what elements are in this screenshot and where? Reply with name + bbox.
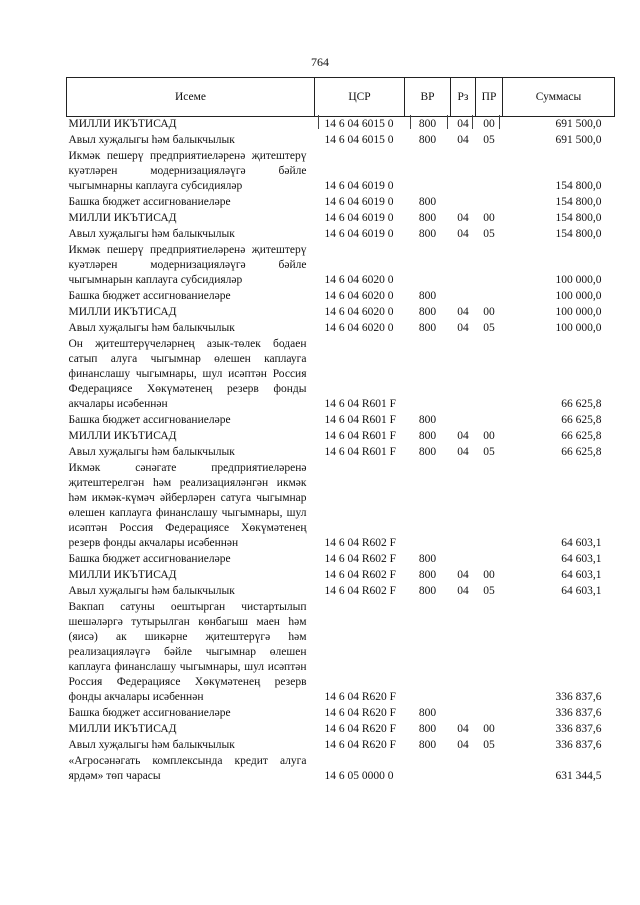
cell-sum: 691 500,0 — [503, 117, 615, 134]
cell-rz — [451, 600, 476, 706]
cell-sum: 100 000,0 — [555, 306, 602, 318]
cell-csr: 14 6 04 6019 0 — [324, 228, 394, 240]
table-row — [67, 738, 615, 754]
cell-vr: 800 — [418, 739, 437, 751]
cell-csr: 14 6 04 6015 0 — [324, 134, 394, 146]
column-divider — [447, 115, 448, 129]
cell-rz — [451, 149, 476, 195]
cell-sum: 64 603,1 — [561, 553, 602, 565]
cell-csr: 14 6 04 R602 F — [324, 553, 397, 565]
cell-vr — [405, 600, 451, 706]
cell-name: Икмәк пешерү предприятиеләренә җитештерү куәтләрен модернизацияләүгә бәйле чыгымнарны каплауга субсидияләр — [68, 150, 307, 192]
cell-pr — [476, 461, 503, 552]
cell-csr: 14 6 04 R620 F — [324, 707, 397, 719]
cell-sum: 100 000,0 — [555, 274, 602, 286]
header-name: Исеме — [67, 78, 315, 117]
cell-sum: 336 837,6 — [555, 723, 602, 735]
table-header — [67, 78, 615, 117]
column-divider — [410, 115, 411, 129]
cell-sum: 691 500,0 — [555, 134, 602, 146]
cell-sum: 631 344,5 — [555, 770, 602, 782]
cell-csr: 14 6 04 6019 0 — [324, 212, 394, 224]
cell-name: Башка бюджет ассигнованиеләре — [68, 290, 231, 302]
table-row — [67, 227, 615, 243]
cell-vr: 800 — [418, 585, 437, 597]
table-row — [67, 584, 615, 600]
cell-rz: 04 — [451, 117, 476, 134]
cell-csr: 14 6 04 6015 0 — [315, 117, 405, 134]
budget-table — [66, 77, 615, 785]
cell-vr: 800 — [418, 414, 437, 426]
cell-csr: 14 6 04 6019 0 — [324, 180, 394, 192]
cell-csr: 14 6 04 R602 F — [324, 537, 397, 549]
cell-vr: 800 — [418, 569, 437, 581]
table-row — [67, 706, 615, 722]
column-divider — [318, 115, 319, 129]
cell-sum: 336 837,6 — [555, 739, 602, 751]
cell-csr: 14 6 04 R620 F — [324, 691, 397, 703]
cell-name: Он җитештерүчеләрнең азык-төлек бодаен сатып алуга чыгымнар өлешен каплауга финанслашу чыгымнары, шул исәптән Россия Федерациясе Хөкүмәтенең резерв фонды акчалары исәбеннән — [68, 338, 307, 410]
table-row — [67, 722, 615, 738]
cell-rz: 04 — [457, 322, 469, 334]
table-row — [67, 133, 615, 149]
cell-rz: 04 — [457, 430, 469, 442]
table-row — [67, 461, 615, 552]
cell-csr: 14 6 04 R601 F — [324, 414, 397, 426]
table-row — [67, 429, 615, 445]
cell-pr — [476, 552, 503, 568]
cell-name: Икмәк пешерү предприятиеләренә җитештерү куәтләрен модернизацияләүгә бәйле чыгымнарын каплауга субсидияләр — [68, 244, 307, 286]
cell-sum: 66 625,8 — [561, 446, 602, 458]
cell-csr: 14 6 04 6020 0 — [324, 322, 394, 334]
cell-pr: 05 — [483, 739, 495, 751]
cell-sum: 64 603,1 — [561, 585, 602, 597]
table-row — [67, 117, 615, 134]
cell-rz: 04 — [457, 306, 469, 318]
cell-rz: 04 — [457, 228, 469, 240]
cell-pr: 00 — [483, 430, 495, 442]
cell-sum: 154 800,0 — [555, 180, 602, 192]
cell-csr: 14 6 04 R620 F — [324, 739, 397, 751]
cell-rz — [451, 706, 476, 722]
cell-sum: 64 603,1 — [561, 537, 602, 549]
cell-rz — [451, 461, 476, 552]
cell-rz: 04 — [457, 446, 469, 458]
cell-sum: 336 837,6 — [555, 691, 602, 703]
cell-rz — [451, 413, 476, 429]
table-row — [67, 211, 615, 227]
cell-vr: 800 — [405, 117, 451, 134]
cell-name: Авыл хуҗалыгы һәм балыкчылык — [68, 446, 235, 458]
cell-rz: 04 — [457, 739, 469, 751]
header-sum: Суммасы — [503, 78, 615, 117]
cell-rz — [451, 552, 476, 568]
cell-pr: 05 — [483, 134, 495, 146]
cell-name: МИЛЛИ ИКЪТИСАД — [68, 723, 177, 735]
cell-pr: 00 — [483, 723, 495, 735]
cell-csr: 14 6 04 R620 F — [324, 723, 397, 735]
cell-pr — [476, 600, 503, 706]
cell-rz — [451, 289, 476, 305]
cell-pr: 05 — [483, 446, 495, 458]
cell-vr — [405, 243, 451, 289]
cell-sum: 154 800,0 — [555, 212, 602, 224]
column-divider — [472, 115, 473, 129]
table-body — [67, 117, 615, 786]
cell-name: Икмәк сәнәгате предприятиеләренә җитештерелгән һәм реализацияләнгән икмәк һәм икмәк-күмәч әйберләрен сатуга чыгымнар өлешен каплауга финанслашу чыгымнары, шул исәптән Россия Федерациясе Хөкүмәтенең резерв фонды акчалары исәбеннән — [68, 462, 307, 549]
cell-vr: 800 — [418, 212, 437, 224]
cell-pr — [476, 337, 503, 413]
cell-pr — [476, 754, 503, 785]
cell-name: Вакпап сатуны оештырган чистартылып шешәләргә тутырылган көнбагыш маен һәм (яисә) ак шикәрне җитештерүгә һәм реализацияләүгә бәйле чыгымнар өлешен каплауга финанслашу чыгымнары, шул исәптән Россия Федерациясе Хөкүмәтенең резерв фонды акчалары исәбеннән — [68, 601, 307, 703]
cell-vr: 800 — [418, 430, 437, 442]
cell-rz: 04 — [457, 569, 469, 581]
cell-sum: 154 800,0 — [555, 228, 602, 240]
table-row — [67, 413, 615, 429]
table-row — [67, 243, 615, 289]
cell-vr: 800 — [418, 723, 437, 735]
cell-name: Авыл хуҗалыгы һәм балыкчылык — [68, 585, 235, 597]
cell-sum: 66 625,8 — [561, 430, 602, 442]
cell-pr — [476, 243, 503, 289]
cell-name: Авыл хуҗалыгы һәм балыкчылык — [68, 739, 235, 751]
cell-csr: 14 6 04 6020 0 — [324, 290, 394, 302]
cell-rz — [451, 754, 476, 785]
table-row — [67, 305, 615, 321]
cell-csr: 14 6 05 0000 0 — [324, 770, 394, 782]
cell-name: Авыл хуҗалыгы һәм балыкчылык — [68, 134, 235, 146]
cell-vr — [405, 337, 451, 413]
cell-vr: 800 — [418, 446, 437, 458]
cell-name: МИЛЛИ ИКЪТИСАД — [68, 306, 177, 318]
cell-pr — [476, 706, 503, 722]
cell-csr: 14 6 04 R601 F — [324, 398, 397, 410]
cell-rz: 04 — [457, 723, 469, 735]
cell-pr — [476, 195, 503, 211]
table-row — [67, 568, 615, 584]
cell-vr: 800 — [418, 228, 437, 240]
table-row — [67, 321, 615, 337]
cell-sum: 100 000,0 — [555, 290, 602, 302]
cell-csr: 14 6 04 R602 F — [324, 585, 397, 597]
cell-pr: 05 — [483, 585, 495, 597]
cell-vr — [405, 754, 451, 785]
cell-csr: 14 6 04 6020 0 — [324, 306, 394, 318]
cell-csr: 14 6 04 R601 F — [324, 446, 397, 458]
table-row — [67, 552, 615, 568]
table-row — [67, 600, 615, 706]
cell-name: МИЛЛИ ИКЪТИСАД — [68, 430, 177, 442]
cell-sum: 154 800,0 — [555, 196, 602, 208]
header-rz: Рз — [451, 78, 476, 117]
cell-vr: 800 — [418, 553, 437, 565]
cell-vr: 800 — [418, 306, 437, 318]
cell-vr: 800 — [418, 322, 437, 334]
cell-pr: 00 — [483, 306, 495, 318]
cell-name: Башка бюджет ассигнованиеләре — [68, 414, 231, 426]
header-csr: ЦСР — [315, 78, 405, 117]
cell-name: Башка бюджет ассигнованиеләре — [68, 196, 231, 208]
cell-pr: 00 — [476, 117, 503, 134]
cell-name: Авыл хуҗалыгы һәм балыкчылык — [68, 322, 235, 334]
cell-rz — [451, 337, 476, 413]
cell-vr: 800 — [418, 134, 437, 146]
cell-name: МИЛЛИ ИКЪТИСАД — [68, 212, 177, 224]
cell-name: Башка бюджет ассигнованиеләре — [68, 707, 231, 719]
cell-sum: 100 000,0 — [555, 322, 602, 334]
cell-sum: 336 837,6 — [555, 707, 602, 719]
column-divider — [499, 115, 500, 129]
cell-rz: 04 — [457, 134, 469, 146]
cell-rz — [451, 195, 476, 211]
cell-rz: 04 — [457, 585, 469, 597]
header-vr: ВР — [405, 78, 451, 117]
cell-rz: 04 — [457, 212, 469, 224]
cell-name: Авыл хуҗалыгы һәм балыкчылык — [68, 228, 235, 240]
table-row — [67, 445, 615, 461]
table-row — [67, 195, 615, 211]
cell-csr: 14 6 04 R602 F — [324, 569, 397, 581]
cell-vr: 800 — [418, 707, 437, 719]
cell-pr — [476, 289, 503, 305]
cell-vr: 800 — [418, 196, 437, 208]
cell-pr: 05 — [483, 322, 495, 334]
cell-csr: 14 6 04 6020 0 — [324, 274, 394, 286]
cell-pr: 00 — [483, 569, 495, 581]
table-row — [67, 754, 615, 785]
table-row — [67, 337, 615, 413]
cell-sum: 66 625,8 — [561, 414, 602, 426]
cell-pr: 05 — [483, 228, 495, 240]
page-number: 764 — [311, 55, 329, 69]
table-row — [67, 149, 615, 195]
cell-csr: 14 6 04 6019 0 — [324, 196, 394, 208]
cell-vr — [405, 461, 451, 552]
cell-pr — [476, 149, 503, 195]
cell-vr: 800 — [418, 290, 437, 302]
cell-sum: 66 625,8 — [561, 398, 602, 410]
cell-name: Башка бюджет ассигнованиеләре — [68, 553, 231, 565]
cell-pr — [476, 413, 503, 429]
cell-sum: 64 603,1 — [561, 569, 602, 581]
cell-name: «Агросәнәгать комплексында кредит алуга ярдәм» төп чарасы — [68, 755, 307, 782]
cell-name: МИЛЛИ ИКЪТИСАД — [68, 569, 177, 581]
table-row — [67, 289, 615, 305]
cell-pr: 00 — [483, 212, 495, 224]
header-pr: ПР — [476, 78, 503, 117]
cell-vr — [405, 149, 451, 195]
cell-name: МИЛЛИ ИКЪТИСАД — [67, 117, 315, 134]
cell-rz — [451, 243, 476, 289]
cell-csr: 14 6 04 R601 F — [324, 430, 397, 442]
